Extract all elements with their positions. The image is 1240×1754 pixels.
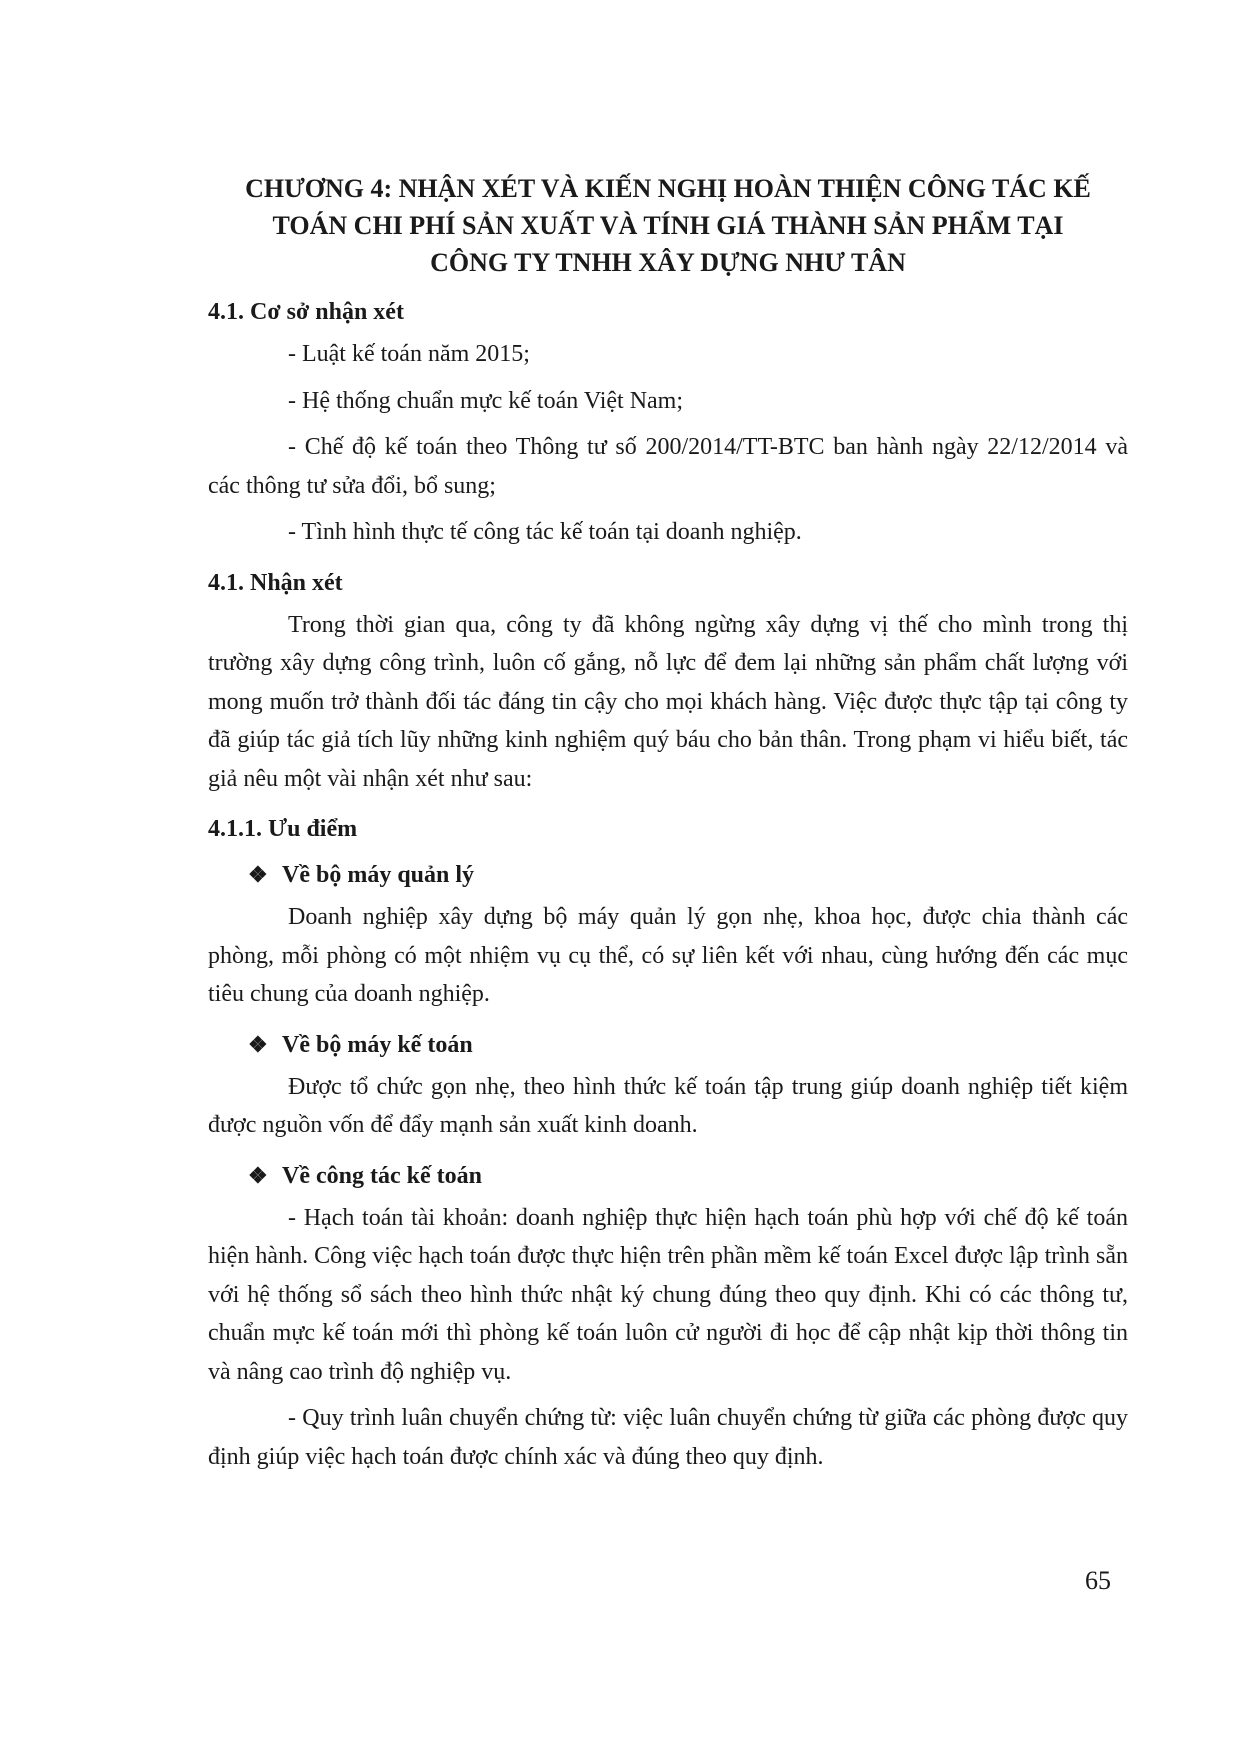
review-intro-paragraph: Trong thời gian qua, công ty đã không ngừng xây dựng vị thế cho mình trong thị trường xây dựng công trình, luôn cố gắng, nỗ lực để đem lại những sản phẩm chất lượng với mong muốn trở thành đối tác đáng tin cậy cho mọi khách hàng. Việc được thực tập tại công ty đã giúp tác giả tích lũy những kinh nghiệm quý báu cho bản thân. Trong phạm vi hiểu biết, tác giả nêu một vài nhận xét như sau: <box>208 611 1128 792</box>
accounting-work-title: Về công tác kế toán <box>282 1162 482 1189</box>
advantages-heading: 4.1.1. Ưu điểm <box>208 816 358 842</box>
management-bullet-heading <box>248 860 1128 890</box>
accounting-dept-title: Về bộ máy kế toán <box>282 1031 473 1058</box>
basis-item: - Luật kế toán năm 2015; <box>288 341 530 367</box>
chapter-title-line-2: TOÁN CHI PHÍ SẢN XUẤT VÀ TÍNH GIÁ THÀNH SẢN PHẨM TẠI <box>272 211 1064 240</box>
accounting-work-paragraph-2: - Quy trình luân chuyển chứng từ: việc luân chuyển chứng từ giữa các phòng được quy định giúp việc hạch toán được chính xác và đúng theo quy định. <box>208 1405 1128 1470</box>
chapter-title-line-1: CHƯƠNG 4: NHẬN XÉT VÀ KIẾN NGHỊ HOÀN THIỆN CÔNG TÁC KẾ <box>245 174 1091 203</box>
accounting-dept-paragraph: Được tổ chức gọn nhẹ, theo hình thức kế toán tập trung giúp doanh nghiệp tiết kiệm được nguồn vốn để đẩy mạnh sản xuất kinh doanh. <box>208 1073 1128 1138</box>
section-basis-heading: 4.1. Cơ sở nhận xét <box>208 299 404 325</box>
diamond-bullet-icon: ❖ <box>248 1162 268 1188</box>
basis-item: - Hệ thống chuẩn mực kế toán Việt Nam; <box>288 387 684 414</box>
chapter-title <box>208 170 1128 281</box>
page-number: 65 <box>1085 1566 1111 1595</box>
chapter-title-line-3: CÔNG TY TNHH XÂY DỰNG NHƯ TÂN <box>430 248 906 277</box>
section-review-heading: 4.1. Nhận xét <box>208 569 343 596</box>
accounting-work-paragraph-1: - Hạch toán tài khoản: doanh nghiệp thực hiện hạch toán phù hợp với chế độ kế toán hiện hành. Công việc hạch toán được thực hiện trên phần mềm kế toán Excel được lập trình sẵn với hệ thống sổ sách theo hình thức nhật ký chung đúng theo quy định. Khi có các thông tư, chuẩn mực kế toán mới thì phòng kế toán luôn cử người đi học để cập nhật kịp thời thông tin và nâng cao trình độ nghiệp vụ. <box>208 1204 1128 1385</box>
basis-item: - Tình hình thực tế công tác kế toán tại doanh nghiệp. <box>288 519 802 545</box>
diamond-bullet-icon: ❖ <box>248 1031 268 1057</box>
basis-item: - Chế độ kế toán theo Thông tư số 200/2014/TT-BTC ban hành ngày 22/12/2014 và các thông tư sửa đổi, bổ sung; <box>208 434 1128 499</box>
management-paragraph: Doanh nghiệp xây dựng bộ máy quản lý gọn nhẹ, khoa học, được chia thành các phòng, mỗi phòng có một nhiệm vụ cụ thể, có sự liên kết với nhau, cùng hướng đến các mục tiêu chung của doanh nghiệp. <box>208 904 1128 1007</box>
diamond-bullet-icon: ❖ <box>248 862 268 887</box>
accounting-dept-bullet-heading <box>248 1030 1128 1060</box>
accounting-work-bullet-heading <box>248 1161 1128 1191</box>
document-page <box>208 170 1128 1476</box>
management-title: Về bộ máy quản lý <box>282 862 475 888</box>
